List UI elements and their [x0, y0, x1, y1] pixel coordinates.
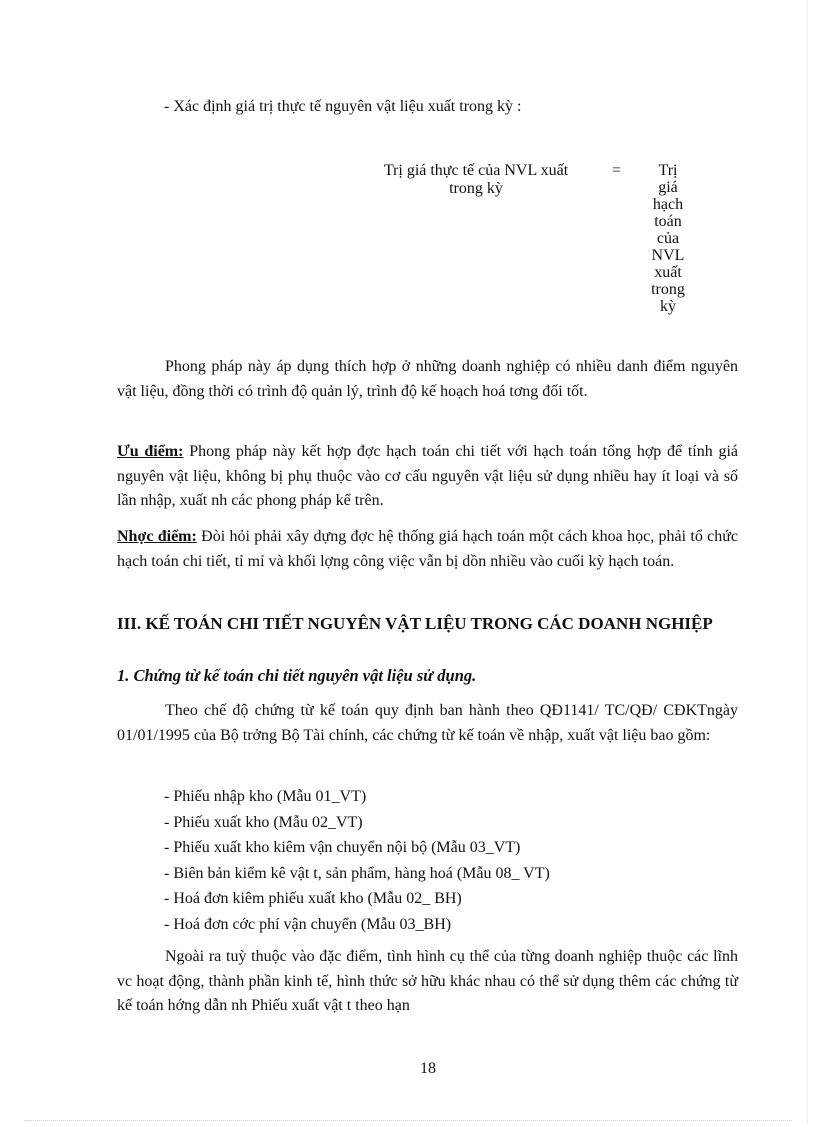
- document-list: [164, 784, 550, 937]
- formula-left-line1: Trị giá thực tế của NVL xuất: [383, 162, 569, 179]
- formula-right-word: hạch: [652, 196, 684, 213]
- paragraph-regulation: Theo chế độ chứng từ kế toán quy định ban hành theo QĐ1141/ TC/QĐ/ CĐKTngày 01/01/1995 của Bộ trởng Bộ Tài chính, các chứng từ kế toán về nhập, xuất vật liệu bao gồm:: [117, 702, 738, 744]
- list-item: - Hoá đơn cớc phí vận chuyển (Mẫu 03_BH): [164, 915, 452, 933]
- list-item: - Biên bản kiểm kê vật t, sản phẩm, hàng hoá (Mẫu 08_ VT): [164, 864, 550, 882]
- list-item: - Phiếu xuất kho (Mẫu 02_VT): [164, 813, 363, 831]
- advantage-paragraph: [117, 440, 738, 514]
- page-right-border: [807, 0, 808, 1123]
- subheading: 1. Chứng từ kế toán chi tiết nguyên vật liệu sử dụng.: [117, 666, 477, 685]
- formula-left: [362, 162, 590, 198]
- paragraph-additional: Ngoài ra tuỳ thuộc vào đặc điểm, tình hình cụ thể của từng doanh nghiệp thuộc các lĩnh vc hoạt động, thành phần kinh tế, hình thức sở hữu khác nhau có thể sử dụng thêm các chứng từ kế toán hớng dẫn nh Phiếu xuất vật t theo hạn: [117, 948, 738, 1014]
- formula-right-word: NVL: [651, 247, 685, 264]
- list-item: - Hoá đơn kiêm phiếu xuất kho (Mẫu 02_ BH): [164, 890, 462, 907]
- formula-right-word: toán: [654, 213, 682, 230]
- page-number: 18: [420, 1060, 436, 1077]
- formula-left-line2: trong kỳ: [449, 180, 503, 197]
- formula-right-word: giá: [658, 179, 678, 196]
- disadvantage-text: Đòi hỏi phải xây dựng đợc hệ thống giá hạch toán một cách khoa học, phải tổ chức hạch toán chi tiết, tỉ mỉ và khối lợng công việc vẫn bị dồn nhiều vào cuối kỳ hạch toán.: [117, 528, 739, 570]
- page-bottom-border: [24, 1120, 792, 1121]
- advantage-text: Phong pháp này kết hợp đợc hạch toán chi tiết với hạch toán tổng hợp để tính giá nguyên vật liệu, không bị phụ thuộc vào cơ cấu nguyên vật liệu sử dụng nhiều hay ít loại và số lần nhập, xuất nh các phong pháp kể trên.: [117, 443, 739, 509]
- list-item: - Phiếu xuất kho kiêm vận chuyển nội bộ (Mẫu 03_VT): [164, 839, 521, 856]
- formula-right-word: kỳ: [660, 298, 676, 315]
- disadvantage-paragraph: [117, 525, 738, 574]
- intro-line: - Xác định giá trị thực tế nguyên vật liệu xuất trong kỳ :: [164, 98, 522, 115]
- paragraph-method: Phong pháp này áp dụng thích hợp ở những doanh nghiệp có nhiều danh điểm nguyên vật liệu, đồng thời có trình độ quản lý, trình độ kế hoạch hoá tơng đối tốt.: [117, 358, 738, 400]
- section-heading: III. KẾ TOÁN CHI TIẾT NGUYÊN VẬT LIỆU TRONG CÁC DOANH NGHIỆP: [117, 614, 713, 633]
- formula-right-word: trong: [651, 281, 685, 298]
- formula-right-word: xuất: [654, 264, 682, 281]
- disadvantage-label: Nhợc điểm:: [117, 528, 197, 545]
- formula-right: [646, 162, 690, 315]
- formula-operator: =: [612, 162, 622, 179]
- list-item: - Phiếu nhập kho (Mẫu 01_VT): [164, 788, 367, 805]
- formula-right-word: của: [656, 230, 680, 247]
- formula-right-word: Trị: [658, 162, 678, 179]
- advantage-label: Ưu điểm:: [117, 443, 184, 460]
